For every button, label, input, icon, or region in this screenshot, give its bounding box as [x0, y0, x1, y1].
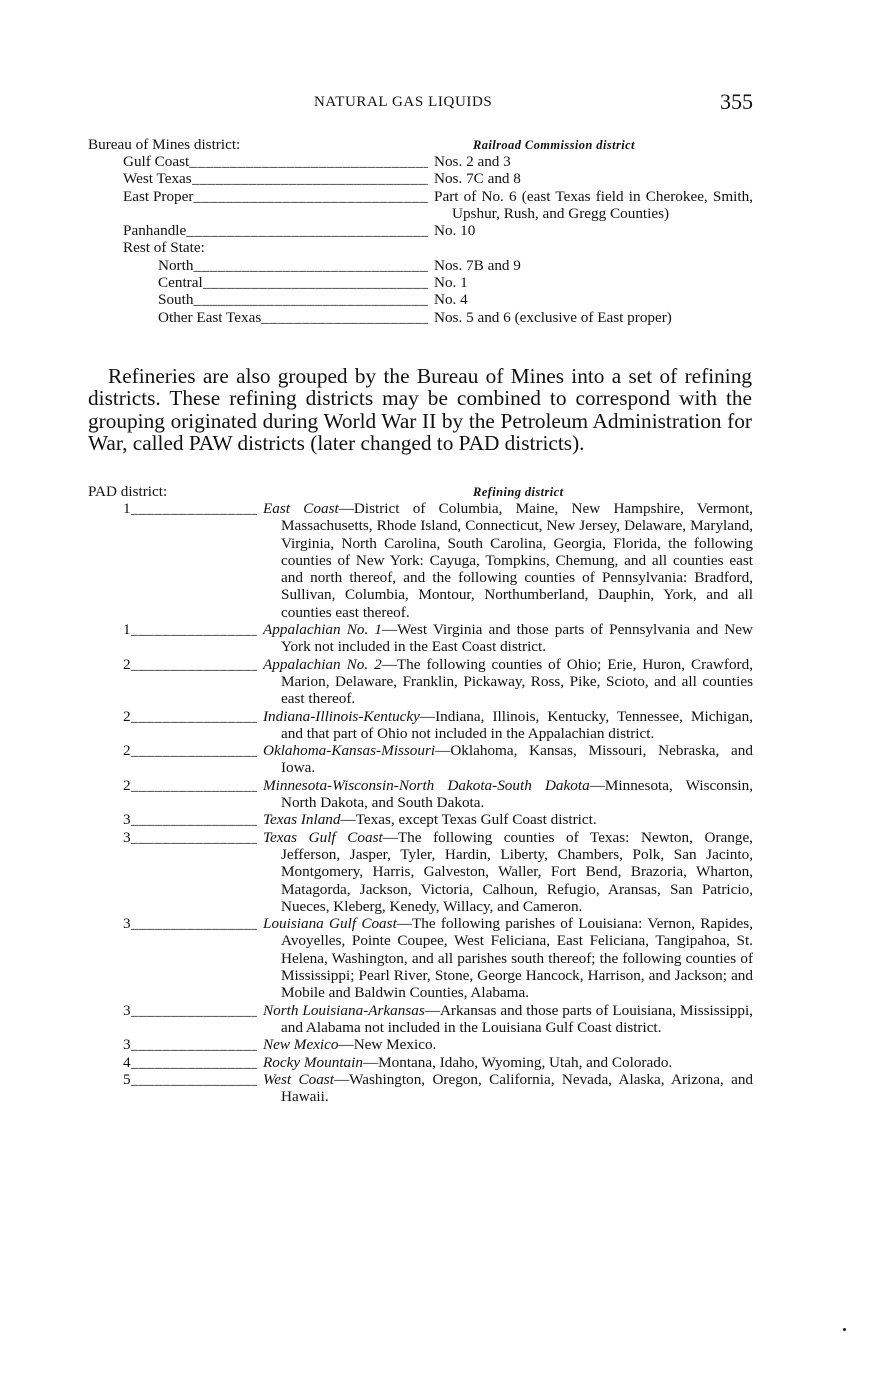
refining-district-entry — [263, 742, 753, 777]
pad-row — [88, 777, 753, 812]
refining-district-entry — [263, 915, 753, 1001]
refining-district-name: Texas Gulf Coast — [263, 828, 383, 846]
running-head — [88, 89, 753, 116]
refining-district-description: —Texas, except Texas Gulf Coast district. — [340, 811, 597, 829]
pad-number: 1 — [123, 500, 131, 517]
refining-district-description: —Indiana, Illinois, Kentucky, Tennessee, Michigan, and that part of Ohio not included in the Appalachian district. — [281, 707, 753, 742]
refining-district-name: Appalachian No. 1 — [263, 621, 382, 639]
pad-number: 4 — [123, 1053, 131, 1071]
bom-label: Gulf Coast — [123, 153, 190, 170]
pad-row — [88, 656, 753, 708]
refining-district-description: —West Virginia and those parts of Pennsylvania and New York not included in the East Coast district. — [281, 621, 753, 656]
refining-district-entry — [263, 829, 753, 915]
refining-district-entry — [263, 1054, 753, 1071]
pad-row — [88, 742, 753, 777]
refining-district-name: Oklahoma-Kansas-Missouri — [263, 742, 436, 760]
refining-district-description: —Montana, Idaho, Wyoming, Utah, and Colorado. — [362, 1053, 673, 1071]
refining-district-description: —The following counties of Texas: Newton, Orange, Jefferson, Jasper, Tyler, Hardin, Liberty, Chambers, Polk, San Jacinto, Montgomery, Harris, Galveston, Waller, Fort Bend, Brazoria, Wharton, Matagorda, Jackson, Victoria, Calhoun, Refugio, Aransas, San Patricio, Nueces, Kleberg, Kenedy, Willacy, and Cameron. — [281, 828, 753, 915]
refining-district-name: Minnesota-Wisconsin-North Dakota-South Dakota — [263, 776, 590, 794]
body-paragraph: Refineries are also grouped by the Bureau of Mines into a set of refining districts. These refining districts may be combined to correspond with the grouping originated during World War II by the Petroleum Administration for War, called PAW districts (later changed to PAD districts). — [88, 364, 752, 456]
bom-value: Nos. 7B and 9 — [434, 256, 521, 274]
bom-value: No. 1 — [434, 274, 468, 292]
pad-row — [88, 708, 753, 743]
refining-district-name: West Coast — [263, 1070, 334, 1088]
bureau-of-mines-table — [88, 136, 753, 326]
bom-label: West Texas — [123, 170, 192, 188]
running-head-title: NATURAL GAS LIQUIDS — [314, 94, 493, 110]
pad-number: 3 — [123, 1036, 131, 1054]
refining-district-name: New Mexico — [263, 1036, 339, 1054]
refining-district-description: —The following counties of Ohio; Erie, Huron, Crawford, Marion, Delaware, Franklin, Pickaway, Ross, Pike, Scioto, and all counties east thereof. — [281, 655, 753, 708]
pad-number: 2 — [123, 707, 131, 725]
pad-number: 2 — [123, 776, 131, 794]
bom-value: Nos. 5 and 6 (exclusive of East proper) — [434, 308, 672, 326]
pad-number: 3 — [123, 828, 131, 846]
pad-number: 5 — [123, 1070, 131, 1088]
pad-number: 1 — [123, 621, 131, 639]
pad-header-row — [88, 483, 753, 500]
refining-district-name: Rocky Mountain — [263, 1053, 363, 1071]
refining-district-entry — [263, 656, 753, 708]
bom-row-gulf-coast — [88, 153, 753, 170]
bom-label: East Proper — [123, 187, 194, 205]
refining-district-entry — [263, 621, 753, 656]
refining-district-description: —New Mexico. — [338, 1036, 437, 1054]
bom-value: No. 4 — [434, 291, 468, 309]
bom-label: Rest of State: — [123, 239, 205, 257]
refining-district-description: —Arkansas and those parts of Louisiana, Mississippi, and Alabama not included in the Louisiana Gulf Coast district. — [281, 1001, 753, 1036]
pad-number: 2 — [123, 655, 131, 673]
pad-district-table — [88, 483, 753, 1105]
bom-value: Nos. 2 and 3 — [434, 153, 511, 170]
bom-left-header: Bureau of Mines district: — [88, 136, 241, 153]
bom-value: Nos. 7C and 8 — [434, 170, 521, 188]
refining-district-name: Indiana-Illinois-Kentucky — [263, 707, 420, 725]
refining-district-description: —District of Columbia, Maine, New Hampshire, Vermont, Massachusetts, Rhode Island, Connecticut, New Jersey, Delaware, Maryland, Virginia, North Carolina, South Carolina, Georgia, Florida, the following counties of New York: Cayuga, Tompkins, Chemung, and all counties east and north thereof, and the following counties of Pennsylvania: Bradford, Sullivan, Columbia, Montour, Northumberland, Dauphin, York, and all counties east thereof. — [281, 500, 753, 621]
pad-row — [88, 621, 753, 656]
refining-district-entry — [263, 708, 753, 743]
refining-district-name: East Coast — [263, 500, 339, 517]
refining-district-entry — [263, 811, 753, 828]
pad-row — [88, 1002, 753, 1037]
bom-row-east-proper — [88, 188, 753, 223]
bom-right-header: Railroad Commission district — [473, 138, 635, 152]
bom-label: South — [158, 291, 194, 309]
page-speck — [843, 1328, 846, 1331]
refining-district-entry — [263, 1002, 753, 1037]
pad-row — [88, 829, 753, 915]
refining-district-name: Appalachian No. 2 — [263, 655, 382, 673]
bom-value: No. 10 — [434, 222, 476, 240]
refining-district-description: —The following parishes of Louisiana: Vernon, Rapides, Avoyelles, Pointe Coupee, West Feliciana, East Feliciana, Tangipahoa, St. Helena, Washington, and all parishes south thereof; the following counties of Mississippi; Pearl River, Stone, George Hancock, Harrison, and Jackson; and Mobile and Baldwin Counties, Alabama. — [281, 915, 754, 1002]
bom-label: North — [158, 256, 194, 274]
pad-row — [88, 1071, 753, 1106]
bom-row-rest-of-state — [88, 239, 753, 256]
refining-district-entry — [263, 777, 753, 812]
bom-row-north — [88, 257, 753, 274]
pad-row — [88, 1036, 753, 1053]
pad-row — [88, 1054, 753, 1071]
pad-number: 3 — [123, 1001, 131, 1019]
bom-header-row — [88, 136, 753, 153]
pad-row — [88, 915, 753, 1001]
refining-district-description: —Washington, Oregon, California, Nevada, Alaska, Arizona, and Hawaii. — [281, 1070, 754, 1106]
refining-district-description: —Minnesota, Wisconsin, North Dakota, and South Dakota. — [281, 776, 753, 812]
bom-label: Central — [158, 274, 203, 292]
pad-row — [88, 811, 753, 828]
pad-number: 2 — [123, 742, 131, 760]
refining-district-entry — [263, 1071, 753, 1106]
bom-label: Other East Texas — [158, 308, 262, 326]
pad-rows — [88, 500, 753, 1105]
bom-row-west-texas — [88, 170, 753, 187]
refining-district-name: Texas Inland — [263, 811, 341, 829]
bom-row-central — [88, 274, 753, 291]
page-number: 355 — [720, 89, 753, 114]
bom-row-south — [88, 291, 753, 308]
bom-row-panhandle — [88, 222, 753, 239]
bom-row-other-east-texas — [88, 309, 753, 326]
refining-district-name: Louisiana Gulf Coast — [263, 915, 397, 933]
refining-district-entry — [263, 1036, 753, 1053]
refining-district-description: —Oklahoma, Kansas, Missouri, Nebraska, and Iowa. — [281, 742, 753, 777]
pad-number: 3 — [123, 811, 131, 829]
pad-row — [88, 500, 753, 621]
pad-number: 3 — [123, 915, 131, 933]
refining-district-entry — [263, 500, 753, 621]
pad-left-header: PAD district: — [88, 483, 168, 500]
pad-right-header: Refining district — [473, 485, 564, 499]
refining-district-name: North Louisiana-Arkansas — [263, 1001, 425, 1019]
bom-label: Panhandle — [123, 222, 187, 240]
bom-value: Part of No. 6 (east Texas field in Cherokee, Smith, Upshur, Rush, and Gregg Counties) — [434, 187, 753, 222]
